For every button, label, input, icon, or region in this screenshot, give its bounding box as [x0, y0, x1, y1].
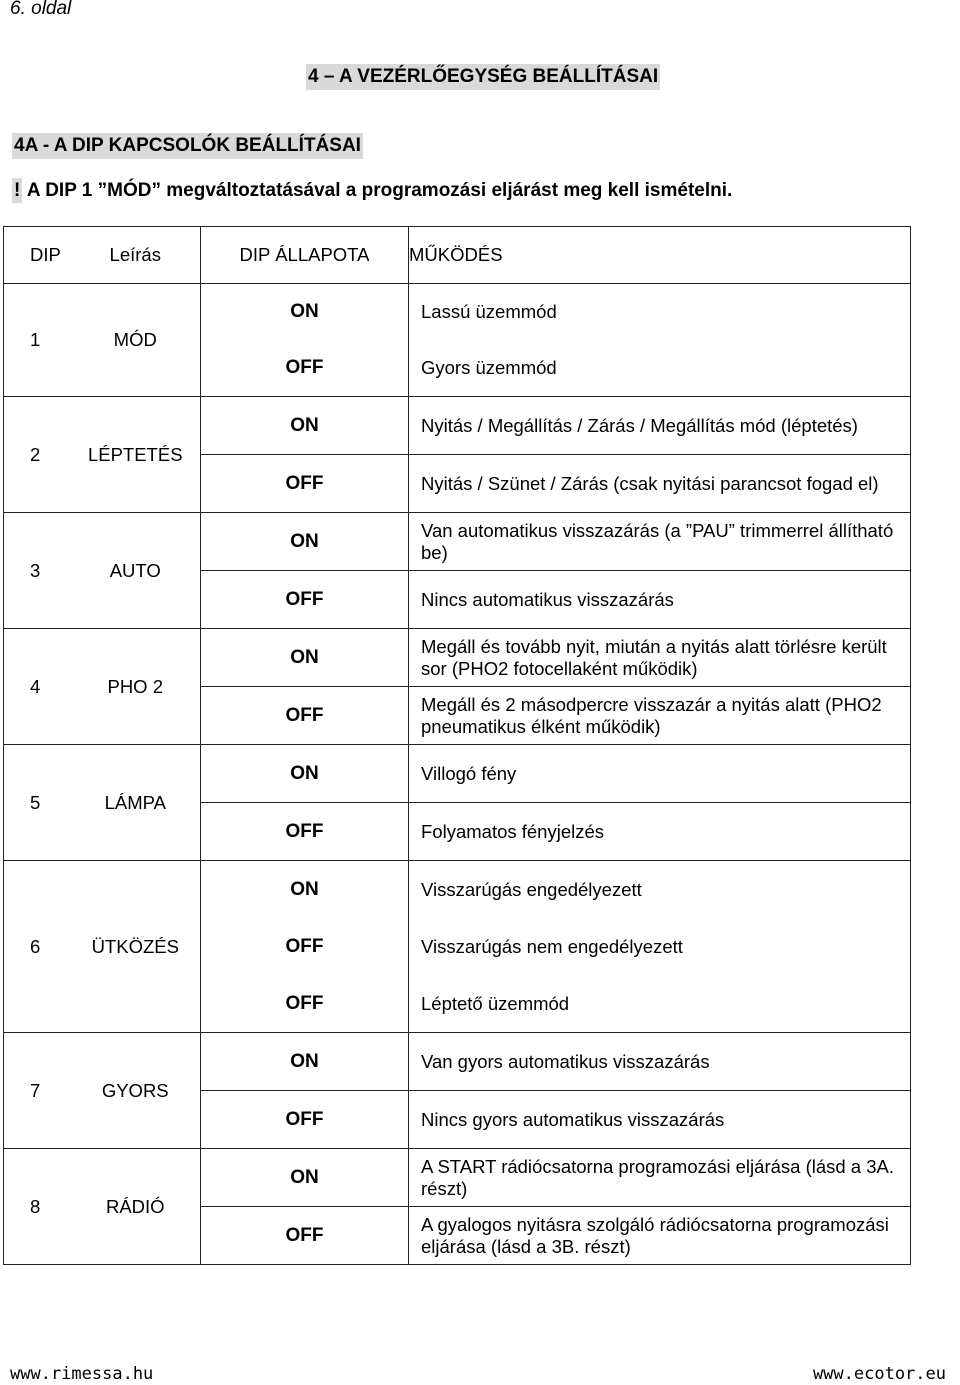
state-on: ON: [201, 284, 409, 341]
table-row: [4, 629, 911, 687]
state-description: Nyitás / Megállítás / Zárás / Megállítás mód (léptetés): [409, 397, 911, 455]
dip-label: PHO 2: [71, 629, 201, 745]
table-row: [4, 745, 911, 803]
state-on: ON: [201, 1033, 409, 1091]
state-description: Nincs gyors automatikus visszazárás: [409, 1091, 911, 1149]
state-description: Gyors üzemmód: [409, 340, 911, 397]
dip-label: GYORS: [71, 1033, 201, 1149]
table-row: [4, 1033, 911, 1091]
state-description: Nyitás / Szünet / Zárás (csak nyitási parancsot fogad el): [409, 455, 911, 513]
header-function: MŰKÖDÉS: [409, 227, 911, 284]
table-row: [4, 1149, 911, 1207]
state-description: A START rádiócsatorna programozási eljárása (lásd a 3A. részt): [409, 1149, 911, 1207]
table-header-row: [4, 227, 911, 284]
dip-number: 2: [4, 397, 71, 513]
state-off: OFF: [201, 918, 409, 975]
dip-label: LÁMPA: [71, 745, 201, 861]
dip-label: AUTO: [71, 513, 201, 629]
state-off: OFF: [201, 803, 409, 861]
section-title: 4 – A VEZÉRLŐEGYSÉG BEÁLLÍTÁSAI: [306, 64, 660, 90]
state-on: ON: [201, 745, 409, 803]
state-description: Lassú üzemmód: [409, 284, 911, 341]
state-on: ON: [201, 629, 409, 687]
state-description: Folyamatos fényjelzés: [409, 803, 911, 861]
state-on: ON: [201, 397, 409, 455]
state-off: OFF: [201, 455, 409, 513]
state-description: Megáll és 2 másodpercre visszazár a nyitás alatt (PHO2 pneumatikus élként működik): [409, 687, 911, 745]
state-description: Van automatikus visszazárás (a ”PAU” trimmerrel állítható be): [409, 513, 911, 571]
footer-right-url: www.ecotor.eu: [812, 1364, 946, 1384]
dip-label: ÜTKÖZÉS: [71, 861, 201, 1033]
header-state: DIP ÁLLAPOTA: [201, 227, 409, 284]
state-description: Megáll és tovább nyit, miután a nyitás alatt törlésre került sor (PHO2 fotocellaként működik): [409, 629, 911, 687]
state-description: A gyalogos nyitásra szolgáló rádiócsatorna programozási eljárása (lásd a 3B. részt): [409, 1207, 911, 1265]
dip-number: 1: [4, 284, 71, 397]
warning-text: A DIP 1 ”MÓD” megváltoztatásával a programozási eljárást meg kell ismételni.: [22, 180, 733, 201]
state-off: OFF: [201, 340, 409, 397]
warning-note: [12, 180, 732, 202]
header-dip: DIP: [4, 227, 71, 284]
dip-number: 8: [4, 1149, 71, 1265]
dip-number: 6: [4, 861, 71, 1033]
table-row: [4, 513, 911, 571]
dip-label: LÉPTETÉS: [71, 397, 201, 513]
page-number: 6. oldal: [10, 0, 72, 19]
state-description: Nincs automatikus visszazárás: [409, 571, 911, 629]
footer-left-url: www.rimessa.hu: [10, 1364, 154, 1384]
state-off: OFF: [201, 1207, 409, 1265]
state-description: Van gyors automatikus visszazárás: [409, 1033, 911, 1091]
state-off: OFF: [201, 975, 409, 1033]
state-on: ON: [201, 1149, 409, 1207]
state-description: Visszarúgás nem engedélyezett: [409, 918, 911, 975]
state-on: ON: [201, 513, 409, 571]
dip-label: RÁDIÓ: [71, 1149, 201, 1265]
dip-number: 4: [4, 629, 71, 745]
table-row: [4, 397, 911, 455]
header-description: Leírás: [71, 227, 201, 284]
state-description: Villogó fény: [409, 745, 911, 803]
warning-mark: !: [14, 180, 21, 201]
dip-number: 5: [4, 745, 71, 861]
dip-label: MÓD: [71, 284, 201, 397]
dip-number: 3: [4, 513, 71, 629]
state-description: Visszarúgás engedélyezett: [409, 861, 911, 919]
subsection-title: 4A - A DIP KAPCSOLÓK BEÁLLÍTÁSAI: [12, 133, 363, 159]
dip-settings-table: [3, 226, 911, 1265]
table-row: [4, 861, 911, 919]
state-description: Léptető üzemmód: [409, 975, 911, 1033]
state-off: OFF: [201, 1091, 409, 1149]
dip-number: 7: [4, 1033, 71, 1149]
table-row: [4, 284, 911, 341]
state-off: OFF: [201, 571, 409, 629]
state-off: OFF: [201, 687, 409, 745]
state-on: ON: [201, 861, 409, 919]
